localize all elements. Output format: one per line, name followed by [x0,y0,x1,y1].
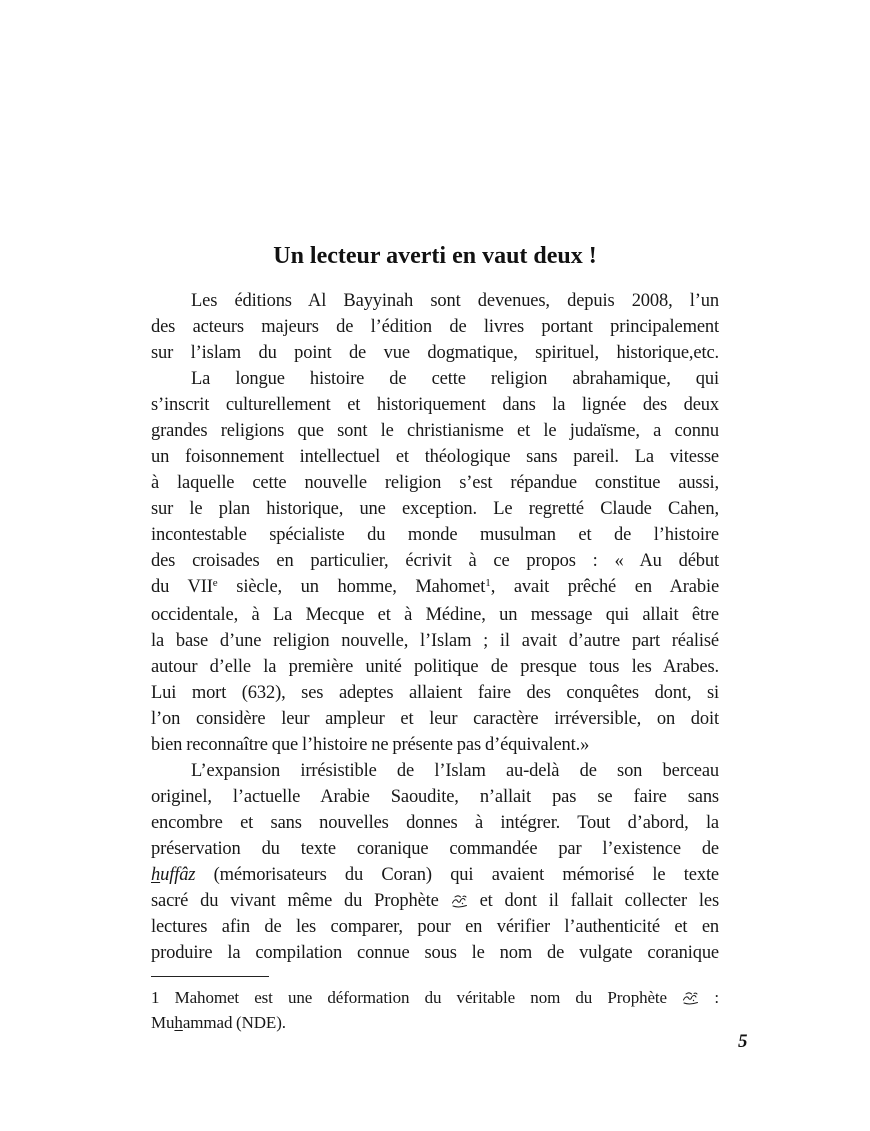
text-span: du VII [151,577,213,597]
text-span: 1 Mahomet est une déformation du véritable nom du Prophète [151,988,683,1007]
text-line [151,985,719,1010]
text-span: Mu [151,1013,175,1032]
text-line [151,680,719,706]
text-line [151,654,719,680]
text-span: sacré du vivant même du Prophète [151,891,451,911]
text-span: grandes religions que sont le christianisme et le judaïsme, a connu [151,421,719,441]
text-line [151,366,719,392]
text-line [151,784,719,810]
text-span: sur le plan historique, une exception. Le regretté Claude Cahen, [151,499,719,519]
text-span: siècle, un homme, Mahomet [217,577,486,597]
text-line [151,706,719,732]
text-span: (mémorisateurs du Coran) qui avaient mémorisé le texte [195,865,719,885]
footnote-rule [151,976,269,977]
text-span: h [151,865,161,885]
text-line [151,888,719,914]
paragraph [151,288,719,366]
prophet-honorific-icon [451,894,468,908]
text-line [151,444,719,470]
text-span: La longue histoire de cette religion abrahamique, qui [191,369,719,389]
text-line [151,1010,719,1035]
text-span: Les éditions Al Bayyinah sont devenues, depuis 2008, l’un [191,291,719,311]
text-line [151,392,719,418]
text-span: à laquelle cette nouvelle religion s’est répandue constitue aussi, [151,473,719,493]
text-span: bien reconnaître que l’histoire ne présente pas d’équivalent.» [151,735,590,755]
text-span: des acteurs majeurs de l’édition de livres portant principalement [151,317,719,337]
text-span: originel, l’actuelle Arabie Saoudite, n’allait pas se faire sans [151,787,719,807]
text-column [151,241,719,1035]
text-span: lectures afin de les comparer, pour en vérifier l’authenticité et en [151,917,719,937]
paragraph [151,366,719,758]
text-span: l’on considère leur ampleur et leur caractère irréversible, on doit [151,709,719,729]
text-span: et dont il fallait collecter les [467,891,719,911]
text-line [151,732,719,758]
text-span: s’inscrit culturellement et historiquement dans la lignée des deux [151,395,719,415]
text-span: des croisades en particulier, écrivit à ce propos : « Au début [151,551,719,571]
text-span: ammad (NDE). [182,1013,286,1032]
superscript-marker: 1 [485,577,491,589]
text-span: produire la compilation connue sous le nom de vulgate coranique [151,943,719,963]
text-span: : [699,988,719,1007]
text-line [151,758,719,784]
text-span: un foisonnement intellectuel et théologique sans pareil. La vitesse [151,447,719,467]
text-line [151,940,719,966]
text-line [151,340,719,366]
text-span: préservation du texte coranique commandée par l’existence de [151,839,719,859]
text-span: Lui mort (632), ses adeptes allaient faire des conquêtes dont, si [151,683,719,703]
page-number: 5 [738,1031,748,1052]
text-span: uffâz [160,865,196,885]
text-line [151,862,719,888]
text-line [151,914,719,940]
text-span: sur l’islam du point de vue dogmatique, spirituel, historique,etc. [151,343,719,363]
text-line [151,496,719,522]
text-line [151,288,719,314]
text-line [151,548,719,574]
text-span: la base d’une religion nouvelle, l’Islam ; il avait d’autre part réalisé [151,631,719,651]
text-line [151,810,719,836]
text-span: , avait prêché en Arabie [490,577,720,597]
text-span: h [174,1013,183,1032]
superscript-marker: e [212,577,218,589]
text-span: occidentale, à La Mecque et à Médine, un message qui allait être [151,605,719,625]
text-span: incontestable spécialiste du monde musulman et de l’histoire [151,525,719,545]
body-text [151,288,719,966]
text-line [151,418,719,444]
text-span: encombre et sans nouvelles donnes à intégrer. Tout d’abord, la [151,813,719,833]
text-line [151,628,719,654]
footnote [151,985,719,1035]
text-line [151,574,719,602]
text-line [151,314,719,340]
text-line [151,836,719,862]
text-line [151,522,719,548]
chapter-title: Un lecteur averti en vaut deux ! [273,243,597,269]
prophet-honorific-icon [682,991,699,1005]
text-line [151,470,719,496]
text-line [151,602,719,628]
text-span: L’expansion irrésistible de l’Islam au-delà de son berceau [191,761,719,781]
paragraph [151,758,719,966]
text-span: autour d’elle la première unité politique de presque tous les Arabes. [151,657,719,677]
